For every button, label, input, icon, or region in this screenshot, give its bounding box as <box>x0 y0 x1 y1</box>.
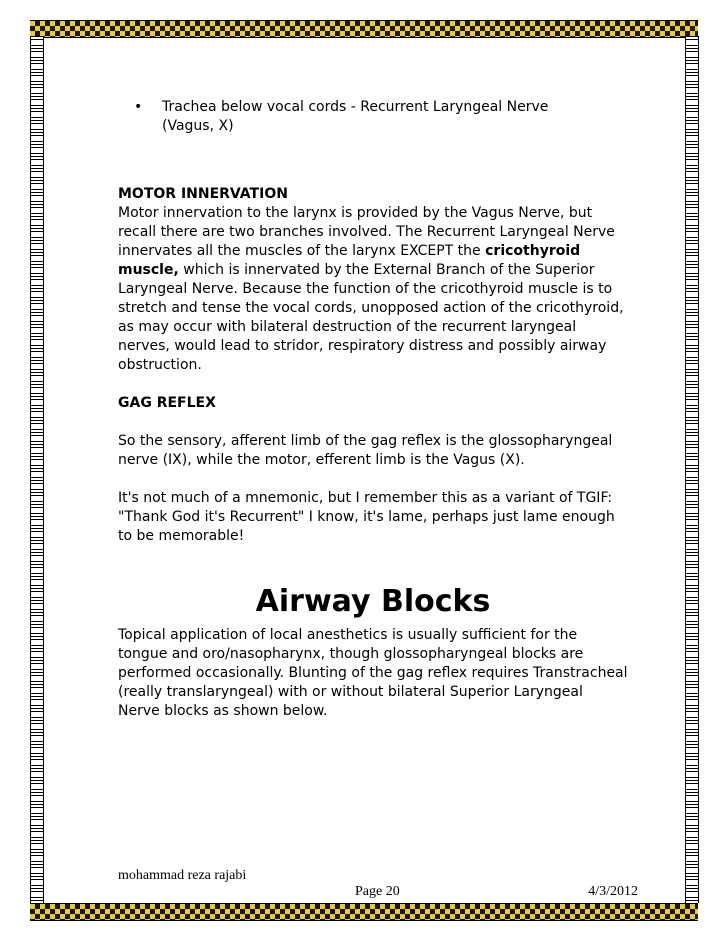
footer-date: 4/3/2012 <box>588 884 638 899</box>
motor-innervation-heading: MOTOR INNERVATION <box>118 186 288 202</box>
motor-text-after: which is innervated by the External Branch of the Superior Laryngeal Nerve. Because the function of the cricothyroid muscle is to stretch and tense the vocal cords, unopposed action of the cricothyroid, as may occur with bilateral destruction of the recurrent laryngeal nerves, would lead to stridor, respiratory distress and possibly airway obstruction. <box>118 262 624 373</box>
cricothyroid-term: cricothyroid muscle, <box>118 243 581 278</box>
mnemonic-paragraph: It's not much of a mnemonic, but I remember this as a variant of TGIF: "Thank God it's Recurrent" I know, it's lame, perhaps just lame enough to be memorable! <box>118 490 615 544</box>
bullet-marker: • <box>134 99 143 115</box>
footer-page-number: Page 20 <box>355 884 400 899</box>
footer-author: mohammad reza rajabi <box>118 868 247 883</box>
page-body <box>118 98 628 721</box>
airway-blocks-heading: Airway Blocks <box>255 584 491 619</box>
motor-text-before: Motor innervation to the larynx is provided by the Vagus Nerve, but recall there are two branches involved. The Recurrent Laryngeal Nerve innervates all the muscles of the larynx EXCEPT the <box>118 205 615 259</box>
page-border-right <box>685 36 699 903</box>
gag-reflex-paragraph: So the sensory, afferent limb of the gag reflex is the glossopharyngeal nerve (IX), while the motor, efferent limb is the Vagus (X). <box>118 433 613 468</box>
page-border-left <box>30 36 44 903</box>
bullet-text-line2: (Vagus, X) <box>162 118 234 134</box>
bullet-item <box>118 98 628 136</box>
page-border-bottom <box>30 903 698 921</box>
airway-blocks-paragraph: Topical application of local anesthetics is usually sufficient for the tongue and oro/nasopharynx, though glossopharyngeal blocks are performed occasionally. Blunting of the gag reflex requires Transtracheal (really translaryngeal) with or without bilateral Superior Laryngeal Nerve blocks as shown below. <box>118 627 628 719</box>
motor-innervation-paragraph <box>118 204 628 375</box>
gag-reflex-heading: GAG REFLEX <box>118 395 216 411</box>
page-border-top <box>30 20 698 38</box>
bullet-text-line1: Trachea below vocal cords - Recurrent Laryngeal Nerve <box>162 99 549 115</box>
